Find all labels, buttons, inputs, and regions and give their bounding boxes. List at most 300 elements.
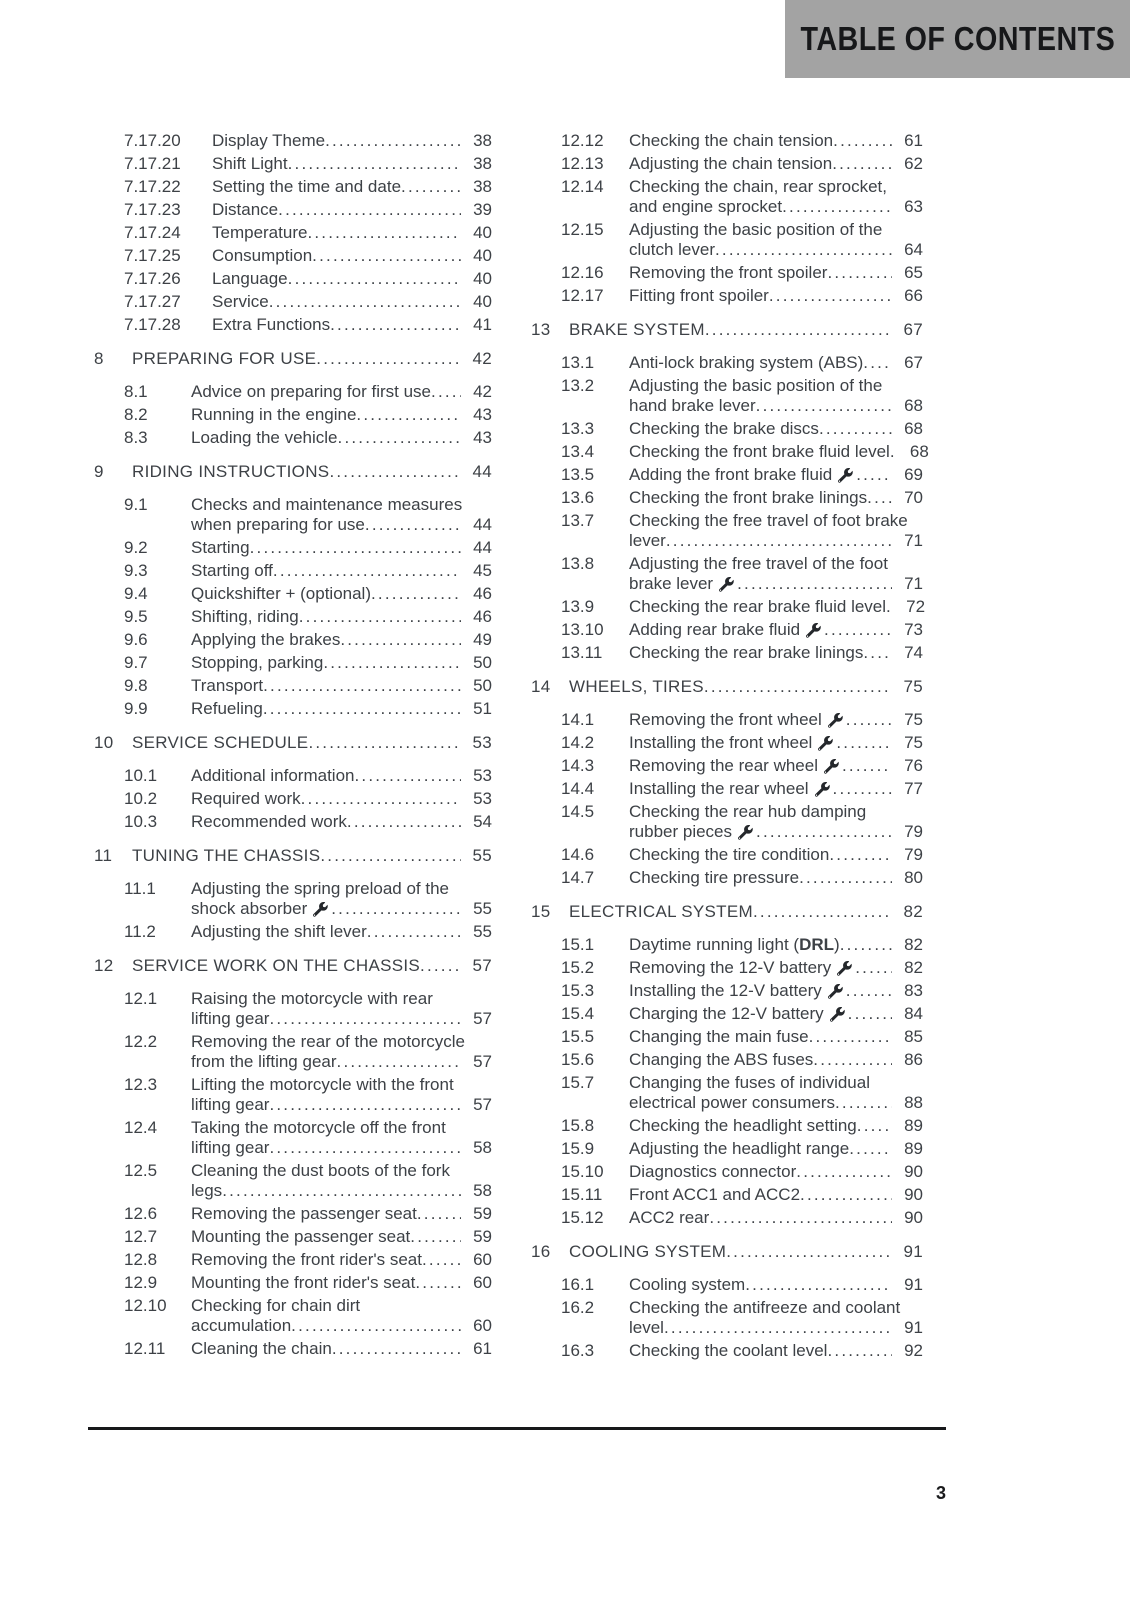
entry-number: 14.5 — [561, 802, 595, 821]
entry-title-line: Checking the antifreeze and coolant — [629, 1298, 901, 1317]
entry-title-line — [191, 699, 492, 719]
entry-number: 10.3 — [124, 812, 158, 831]
entry-page-number: 91 — [904, 1318, 923, 1337]
entry-number: 11.1 — [124, 879, 156, 898]
dot-leader — [715, 240, 892, 260]
dot-leader — [299, 607, 461, 627]
toc-entry — [90, 405, 492, 425]
entry-title-line — [629, 958, 923, 978]
toc-entry — [527, 442, 929, 462]
chapter-number: 8 — [94, 349, 104, 368]
entry-page-number: 42 — [473, 382, 492, 401]
entry-number: 14.6 — [561, 845, 595, 864]
toc-entry — [90, 223, 492, 243]
toc-entry — [527, 1341, 923, 1361]
entry-title-text: Checking the chain tension — [629, 131, 834, 150]
dot-leader — [417, 1204, 461, 1224]
entry-page-number: 68 — [904, 419, 923, 438]
entry-title-text: Adding rear brake fluid — [629, 620, 801, 639]
entry-body — [629, 958, 923, 978]
entry-title-line — [191, 1009, 492, 1029]
toc-entry — [527, 845, 923, 865]
dot-leader — [836, 733, 892, 753]
toc-entry — [90, 200, 492, 220]
entry-body — [191, 1075, 492, 1115]
dot-leader — [273, 561, 461, 581]
entry-title-text: Fitting front spoiler — [629, 286, 769, 305]
entry-title-text: Applying the brakes — [191, 630, 341, 649]
entry-title-text: Transport — [191, 676, 264, 695]
entry-number: 14.3 — [561, 756, 595, 775]
entry-number: 16.2 — [561, 1298, 595, 1317]
entry-body — [212, 177, 492, 197]
entry-page-number: 43 — [473, 428, 492, 447]
entry-body — [629, 419, 923, 439]
entry-title-line: Checks and maintenance measures — [191, 495, 463, 514]
entry-title-line — [191, 584, 492, 604]
chapter-row — [90, 348, 492, 369]
entry-number: 14.4 — [561, 779, 595, 798]
entry-title-text: Checking the coolant level — [629, 1341, 828, 1360]
dot-leader — [307, 223, 461, 243]
entry-page-number: 67 — [904, 353, 923, 372]
entry-body — [629, 1050, 923, 1070]
entry-body — [191, 676, 492, 696]
page-title: TABLE OF CONTENTS — [800, 20, 1115, 57]
entry-page-number: 38 — [473, 131, 492, 150]
entry-title-line — [191, 1138, 492, 1158]
entry-title-text: Mounting the front rider's seat — [191, 1273, 416, 1292]
entry-number: 7.17.20 — [124, 131, 181, 150]
toc-entry — [90, 1032, 492, 1072]
entry-page-number: 88 — [904, 1093, 923, 1112]
dot-leader — [832, 154, 892, 174]
entry-title-line — [629, 531, 923, 551]
entry-page-number: 73 — [904, 620, 923, 639]
toc-entry — [527, 802, 923, 842]
entry-page-number: 60 — [473, 1273, 492, 1292]
entry-body — [191, 428, 492, 448]
entry-title-line — [191, 1052, 492, 1072]
toc-entry — [90, 989, 492, 1029]
entry-page-number: 75 — [904, 710, 923, 729]
entry-number: 13.11 — [561, 643, 603, 662]
entry-page-number: 61 — [904, 131, 923, 150]
dot-leader — [827, 1341, 892, 1361]
entry-page-number: 40 — [473, 223, 492, 242]
entry-title-text: Daytime running light (DRL) — [629, 935, 840, 954]
entry-title-line: Removing the rear of the motorcycle — [191, 1032, 466, 1051]
chapter-row — [527, 901, 923, 922]
entry-page-number: 79 — [904, 822, 923, 841]
entry-title-text: Display Theme — [212, 131, 326, 150]
toc-entry — [90, 922, 492, 942]
entry-title-text: Language — [212, 269, 288, 288]
entry-body — [629, 1275, 923, 1295]
toc-entry — [90, 699, 492, 719]
toc-entry — [527, 620, 923, 640]
entry-title-line — [629, 710, 923, 730]
entry-title-line — [191, 789, 492, 809]
dot-leader — [269, 1095, 461, 1115]
dot-leader — [312, 246, 461, 266]
entry-body — [629, 597, 926, 617]
entry-number: 14.2 — [561, 733, 595, 752]
toc-entry — [527, 1298, 923, 1338]
entry-body — [629, 286, 923, 306]
entry-title-text: Required work — [191, 789, 301, 808]
entry-number: 15.2 — [561, 958, 595, 977]
wrench-icon — [828, 713, 843, 728]
entry-title-text: Checking tire pressure — [629, 868, 800, 887]
entry-body — [212, 154, 492, 174]
entry-page-number: 54 — [473, 812, 492, 831]
entry-title-line: Adjusting the spring preload of the — [191, 879, 450, 898]
entry-title-line — [212, 269, 492, 289]
entry-title-text: Adjusting the shift lever — [191, 922, 367, 941]
entry-body — [212, 131, 492, 151]
entry-body — [629, 353, 923, 373]
toc-entry — [90, 879, 492, 919]
wrench-icon — [824, 759, 839, 774]
entry-page-number: 53 — [473, 789, 492, 808]
toc-entry — [527, 710, 923, 730]
entry-title-line: Raising the motorcycle with rear — [191, 989, 433, 1008]
dot-leader — [365, 515, 461, 535]
entry-title-line — [191, 899, 492, 919]
entry-page-number: 80 — [904, 868, 923, 887]
entry-title-line — [191, 812, 492, 832]
entry-page-number: 85 — [904, 1027, 923, 1046]
dot-leader — [840, 935, 892, 955]
toc-entry — [527, 868, 923, 888]
dot-leader — [829, 845, 892, 865]
entry-page-number: 55 — [473, 899, 492, 918]
dot-leader — [867, 488, 892, 508]
entry-number: 12.9 — [124, 1273, 158, 1292]
entry-title-text: Running in the engine — [191, 405, 357, 424]
entry-page-number: 89 — [904, 1139, 923, 1158]
entry-number: 15.3 — [561, 981, 595, 1000]
entry-title-line — [629, 868, 923, 888]
entry-title-text: Extra Functions — [212, 315, 331, 334]
entry-page-number: 83 — [904, 981, 923, 1000]
entry-title-line — [191, 1095, 492, 1115]
entry-title-line — [629, 396, 923, 416]
entry-title-text: lifting gear — [191, 1138, 270, 1157]
dot-leader — [849, 1139, 892, 1159]
entry-title-text: from the lifting gear — [191, 1052, 337, 1071]
entry-title-text: Adjusting the chain tension — [629, 154, 833, 173]
entry-title-text: Advice on preparing for first use — [191, 382, 432, 401]
toc-entry — [527, 353, 923, 373]
entry-title-text: Starting — [191, 538, 250, 557]
entry-page-number: 39 — [473, 200, 492, 219]
entry-title-line — [629, 1050, 923, 1070]
entry-title-line — [191, 538, 492, 558]
entry-title-text: Installing the rear wheel — [629, 779, 809, 798]
entry-page-number: 70 — [904, 488, 923, 507]
entry-title-text: Cooling system — [629, 1275, 746, 1294]
entry-title-line: Changing the fuses of individual — [629, 1073, 870, 1092]
entry-page-number: 49 — [473, 630, 492, 649]
entry-title-line — [629, 488, 923, 508]
entry-title-line: Adjusting the basic position of the — [629, 220, 883, 239]
entry-page-number: 43 — [473, 405, 492, 424]
dot-leader — [863, 353, 892, 373]
dot-leader — [704, 676, 892, 697]
entry-title-line — [629, 154, 923, 174]
toc-entry — [90, 495, 492, 535]
dot-leader — [863, 643, 892, 663]
dot-leader — [856, 465, 892, 485]
entry-page-number: 53 — [473, 766, 492, 785]
dot-leader — [833, 131, 892, 151]
entry-page-number: 46 — [473, 584, 492, 603]
entry-title-text: Installing the front wheel — [629, 733, 813, 752]
entry-title-line — [212, 223, 492, 243]
dot-leader — [332, 1339, 461, 1359]
dot-leader — [401, 177, 461, 197]
entry-title-text: Refueling — [191, 699, 263, 718]
toc-entry — [527, 643, 923, 663]
entry-number: 9.9 — [124, 699, 148, 718]
entry-page-number: 44 — [473, 515, 492, 534]
entry-body — [629, 620, 923, 640]
toc-entry — [527, 1162, 923, 1182]
entry-page-number: 75 — [904, 733, 923, 752]
entry-number: 9.6 — [124, 630, 148, 649]
entry-title-text: lever — [629, 531, 666, 550]
dot-leader — [338, 428, 461, 448]
entry-number: 13.5 — [561, 465, 595, 484]
dot-leader — [291, 1316, 461, 1336]
entry-title-text: ACC2 rear — [629, 1208, 710, 1227]
entry-page-number: 45 — [473, 561, 492, 580]
entry-title-line — [629, 1093, 923, 1113]
toc-entry — [90, 1118, 492, 1158]
entry-page-number: 55 — [473, 922, 492, 941]
entry-body — [629, 868, 923, 888]
entry-title-line — [191, 1204, 492, 1224]
entry-title-text: when preparing for use — [191, 515, 365, 534]
entry-title-text: Distance — [212, 200, 279, 219]
entry-title-line — [629, 733, 923, 753]
entry-body — [191, 989, 492, 1029]
dot-leader — [331, 899, 461, 919]
entry-page-number: 60 — [473, 1250, 492, 1269]
chapter-row — [527, 1241, 923, 1262]
entry-title-text: Removing the 12-V battery — [629, 958, 832, 977]
dot-leader — [301, 789, 461, 809]
entry-body — [191, 699, 492, 719]
chapter-row — [90, 845, 492, 866]
chapter-title: TUNING THE CHASSIS — [132, 846, 321, 865]
entry-page-number: 90 — [904, 1208, 923, 1227]
toc-entry — [527, 177, 923, 217]
dot-leader — [842, 756, 892, 776]
dot-leader — [827, 263, 892, 283]
chapter-title: WHEELS, TIRES — [569, 677, 704, 696]
dot-leader — [846, 981, 892, 1001]
toc-entry — [90, 1273, 492, 1293]
entry-number: 15.10 — [561, 1162, 604, 1181]
toc-entry — [527, 1139, 923, 1159]
entry-page-number: 74 — [904, 643, 923, 662]
wrench-icon — [313, 902, 328, 917]
entry-page-number: 84 — [904, 1004, 923, 1023]
entry-body — [191, 653, 492, 673]
dot-leader — [431, 382, 461, 402]
dot-leader — [269, 1009, 461, 1029]
entry-page-number: 68 — [909, 442, 929, 461]
entry-body — [629, 1116, 923, 1136]
dot-leader — [371, 584, 461, 604]
entry-number: 13.7 — [561, 511, 595, 530]
entry-body — [191, 812, 492, 832]
entry-title-text: Mounting the passenger seat — [191, 1227, 411, 1246]
entry-body — [191, 879, 492, 919]
entry-page-number: 64 — [904, 240, 923, 259]
entry-number: 12.2 — [124, 1032, 158, 1051]
entry-title-text: Starting off — [191, 561, 273, 580]
entry-title-text: rubber pieces — [629, 822, 733, 841]
entry-number: 12.6 — [124, 1204, 158, 1223]
chapter-page-number: 53 — [472, 733, 492, 752]
entry-title-text: and engine sprocket — [629, 197, 783, 216]
entry-body — [629, 220, 923, 260]
entry-body — [629, 1139, 923, 1159]
entry-body — [191, 382, 492, 402]
entry-title-text: Recommended work — [191, 812, 347, 831]
chapter-row — [90, 461, 492, 482]
entry-number: 13.4 — [561, 442, 595, 461]
entry-page-number: 66 — [904, 286, 923, 305]
entry-number: 15.11 — [561, 1185, 603, 1204]
entry-page-number: 50 — [473, 653, 492, 672]
entry-title-text: hand brake lever — [629, 396, 756, 415]
entry-body — [212, 269, 492, 289]
entry-number: 10.1 — [124, 766, 158, 785]
entry-number: 13.10 — [561, 620, 604, 639]
toc-entry — [90, 382, 492, 402]
entry-number: 13.6 — [561, 488, 595, 507]
wrench-icon — [719, 577, 734, 592]
entry-title-line — [191, 766, 492, 786]
toc-entry — [527, 1275, 923, 1295]
toc-entry — [527, 263, 923, 283]
entry-page-number: 69 — [904, 465, 923, 484]
entry-page-number: 57 — [473, 1009, 492, 1028]
entry-number: 15.8 — [561, 1116, 595, 1135]
entry-body — [629, 131, 923, 151]
dot-leader — [325, 131, 461, 151]
entry-page-number: 57 — [473, 1052, 492, 1071]
dot-leader — [263, 699, 461, 719]
chapter-number: 12 — [94, 956, 114, 975]
entry-body — [629, 154, 923, 174]
entry-number: 8.2 — [124, 405, 148, 424]
entry-title-text: Front ACC1 and ACC2 — [629, 1185, 801, 1204]
entry-title-line — [629, 263, 923, 283]
entry-page-number: 90 — [904, 1162, 923, 1181]
page-header-banner — [785, 0, 1130, 78]
dot-leader — [726, 1241, 892, 1262]
entry-page-number: 61 — [473, 1339, 492, 1358]
entry-page-number: 82 — [904, 935, 923, 954]
entry-title-line — [629, 756, 923, 776]
dot-leader — [796, 1162, 892, 1182]
entry-title-text: Quickshifter + (optional) — [191, 584, 371, 603]
entry-title-line — [629, 1275, 923, 1295]
toc-entry — [527, 154, 923, 174]
dot-leader — [320, 845, 461, 866]
dot-leader — [420, 955, 461, 976]
entry-number: 15.4 — [561, 1004, 595, 1023]
dot-leader — [886, 597, 894, 617]
entry-number: 7.17.28 — [124, 315, 181, 334]
entry-body — [191, 1227, 492, 1247]
dot-leader — [835, 1093, 892, 1113]
toc-entry — [90, 428, 492, 448]
entry-title-text: Removing the front spoiler — [629, 263, 828, 282]
entry-page-number: 59 — [473, 1227, 492, 1246]
entry-title-line — [629, 1162, 923, 1182]
chapter-row — [90, 732, 492, 753]
dot-leader — [329, 461, 461, 482]
entry-title-text: level — [629, 1318, 664, 1337]
entry-title-line — [191, 382, 492, 402]
entry-title-line — [191, 653, 492, 673]
entry-body — [629, 488, 923, 508]
dot-leader — [890, 442, 898, 462]
entry-page-number: 65 — [904, 263, 923, 282]
toc-entry — [90, 653, 492, 673]
toc-column-left — [90, 131, 492, 1362]
dot-leader — [846, 710, 892, 730]
entry-body — [212, 315, 492, 335]
entry-body — [629, 1341, 923, 1361]
toc-entry — [90, 269, 492, 289]
entry-number: 15.9 — [561, 1139, 595, 1158]
toc-entry — [90, 538, 492, 558]
entry-body — [629, 442, 929, 462]
entry-body — [629, 779, 923, 799]
entry-number: 12.15 — [561, 220, 604, 239]
entry-title-text: Shift Light — [212, 154, 288, 173]
wrench-icon — [815, 782, 830, 797]
entry-number: 15.6 — [561, 1050, 595, 1069]
entry-title-line — [191, 561, 492, 581]
dot-leader — [269, 1138, 461, 1158]
entry-title-line — [191, 1316, 492, 1336]
entry-body — [629, 1162, 923, 1182]
dot-leader — [737, 574, 892, 594]
entry-title-line: Adjusting the basic position of the — [629, 376, 883, 395]
entry-title-line — [629, 1004, 923, 1024]
dot-leader — [824, 620, 892, 640]
entry-title-line — [629, 1318, 923, 1338]
entry-title-text: Changing the main fuse — [629, 1027, 809, 1046]
entry-number: 12.11 — [124, 1339, 166, 1358]
dot-leader — [848, 1004, 892, 1024]
entry-title-text: Shifting, riding — [191, 607, 299, 626]
entry-title-line: Taking the motorcycle off the front — [191, 1118, 446, 1137]
wrench-icon — [830, 1007, 845, 1022]
entry-page-number: 91 — [904, 1275, 923, 1294]
entry-body — [629, 845, 923, 865]
entry-title-line — [629, 822, 923, 842]
